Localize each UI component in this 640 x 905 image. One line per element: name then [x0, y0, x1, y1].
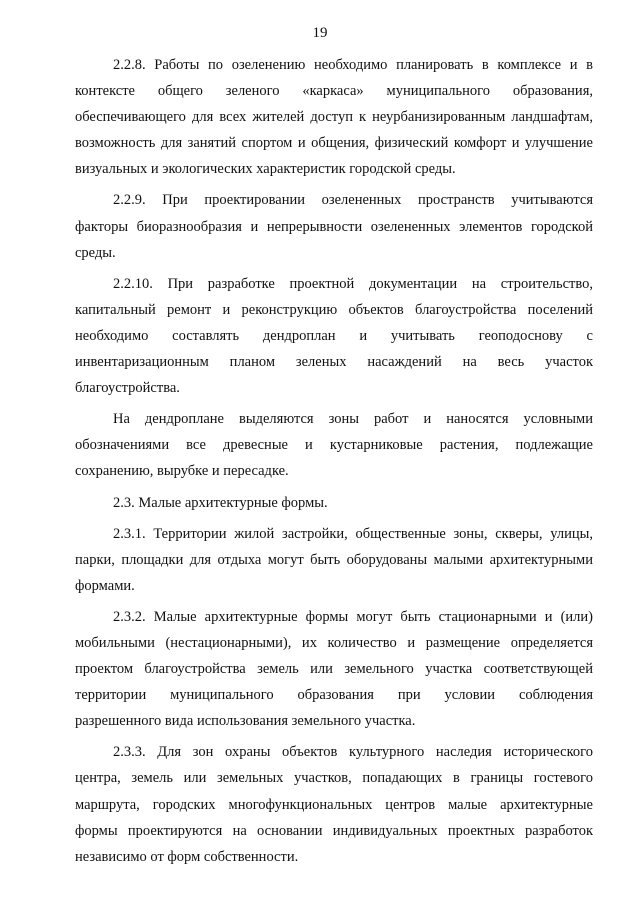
- paragraph-2-2-9: [75, 187, 593, 265]
- text-line: независимо от форм собственности.: [75, 848, 299, 865]
- text-line: сохранению, вырубке и пересадке.: [75, 463, 289, 480]
- text-line: На дендроплане выделяются зоны работ и наносятся условными: [113, 411, 593, 428]
- paragraph-2-2-10: [75, 271, 593, 401]
- text-line: 2.2.10. При разработке проектной документации на строительство,: [113, 275, 593, 292]
- text-line: 2.3.2. Малые архитектурные формы могут быть стационарными и (или): [113, 608, 593, 625]
- text-line: возможность для занятий спортом и общения, физический комфорт и улучшение: [75, 135, 593, 152]
- text-line: 2.3.1. Территории жилой застройки, общественные зоны, скверы, улицы,: [113, 525, 593, 542]
- text-line: центра, земель или земельных участков, попадающих в границы гостевого: [75, 770, 593, 787]
- text-line: 2.2.9. При проектировании озелененных пространств учитываются: [113, 192, 593, 209]
- document-body: [75, 52, 593, 870]
- text-line: обозначениями все древесные и кустарниковые растения, подлежащие: [75, 437, 593, 454]
- page-number: 19: [312, 25, 328, 41]
- text-line: инвентаризационным планом зеленых насаждений на весь участок: [75, 354, 593, 371]
- paragraph-2-3-3: [75, 739, 593, 869]
- paragraph-2-3: [75, 490, 593, 516]
- paragraph-2-2-8: [75, 52, 593, 182]
- text-line: разрешенного вида использования земельного участка.: [75, 713, 416, 730]
- text-line: 2.3. Малые архитектурные формы.: [113, 494, 328, 511]
- text-line: контексте общего зеленого «каркаса» муниципального образования,: [75, 83, 593, 100]
- text-line: благоустройства.: [75, 380, 180, 397]
- text-line: проектом благоустройства земель или земельного участка соответствующей: [75, 661, 593, 678]
- text-line: факторы биоразнообразия и непрерывности озелененных элементов городской: [75, 218, 593, 235]
- text-line: формы проектируются на основании индивидуальных проектных разработок: [75, 822, 593, 839]
- text-line: парки, площадки для отдыха могут быть оборудованы малыми архитектурными: [75, 551, 593, 568]
- text-line: территории муниципального образования при условии соблюдения: [75, 687, 593, 704]
- text-line: среды.: [75, 244, 116, 261]
- paragraph-2-3-2: [75, 604, 593, 734]
- text-line: формами.: [75, 577, 135, 594]
- text-line: 2.3.3. Для зон охраны объектов культурного наследия исторического: [113, 744, 593, 761]
- text-line: маршрута, городских многофункциональных центров малые архитектурные: [75, 796, 593, 813]
- paragraph-dendroplan: [75, 406, 593, 484]
- text-line: визуальных и экологических характеристик городской среды.: [75, 161, 456, 178]
- paragraph-2-3-1: [75, 521, 593, 599]
- text-line: 2.2.8. Работы по озеленению необходимо планировать в комплексе и в: [113, 57, 593, 73]
- text-line: капитальный ремонт и реконструкцию объектов благоустройства поселений: [75, 301, 593, 318]
- text-line: необходимо составлять дендроплан и учитывать геоподоснову с: [75, 327, 593, 344]
- text-line: обеспечивающего для всех жителей доступ к неурбанизированным ландшафтам,: [75, 109, 593, 126]
- text-line: мобильными (нестационарными), их количество и размещение определяется: [75, 634, 593, 651]
